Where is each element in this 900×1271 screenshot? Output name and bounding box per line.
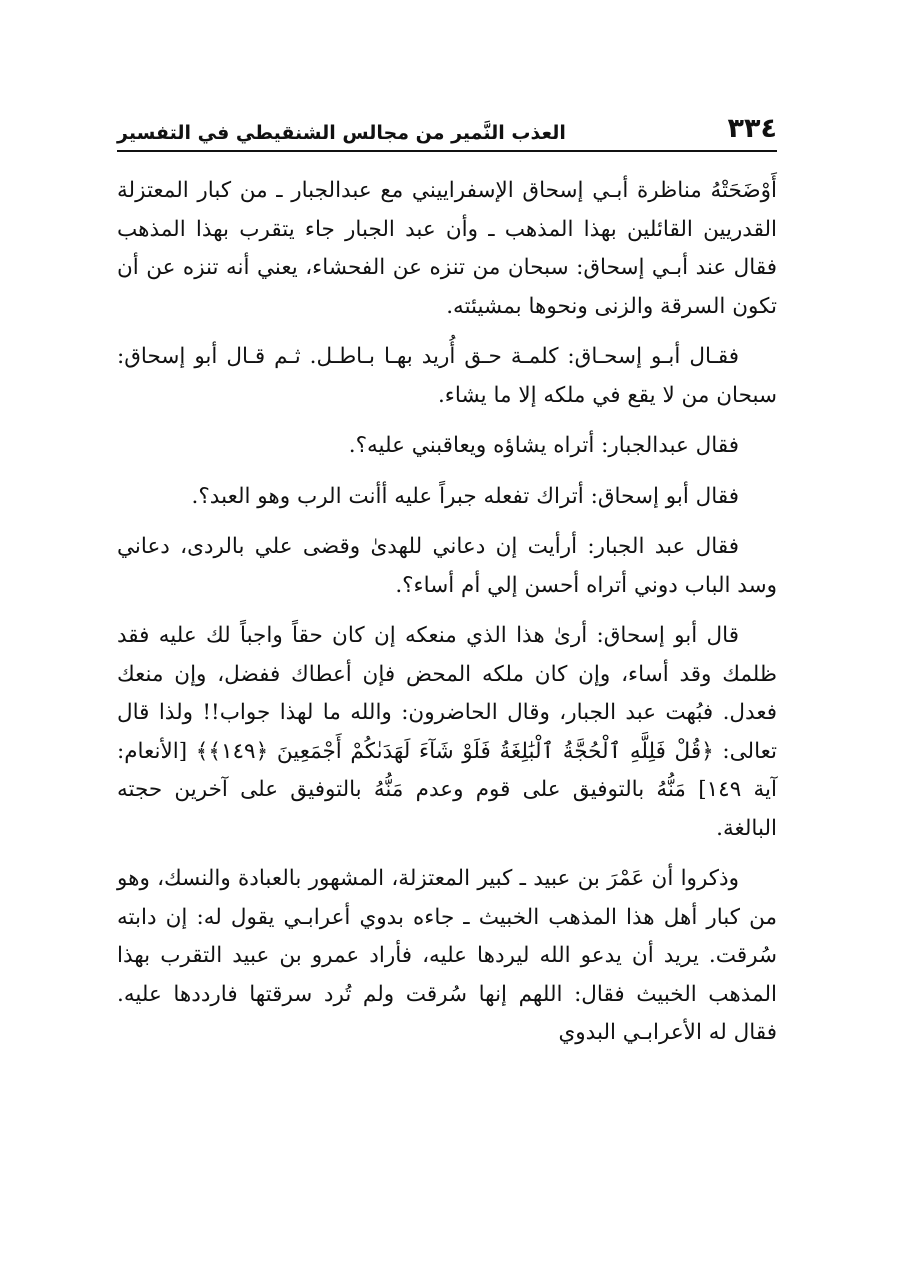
body-text — [117, 172, 777, 1053]
paragraph: فقال عبد الجبار: أرأيت إن دعاني للهدىٰ وقضى علي بالردى، دعاني وسد الباب دوني أتراه أحسن إلي أم أساء؟. — [117, 534, 777, 598]
paragraph: وذكروا أن عَمْرَ بن عبيد ـ كبير المعتزلة، المشهور بالعبادة والنسك، وهو من كبار أهل هذا المذهب الخبيث ـ جاءه بدوي أعرابـي يقول له: إن دابته سُرقت. يريد أن يدعو الله ليردها عليه، فأراد عمرو بن عبيد التقرب بهذا المذهب الخبيث فقال: اللهم إنها سُرقت ولم تُرد سرقتها فارددها عليه. فقال له الأعرابـي البدوي — [117, 866, 777, 1045]
page-header — [117, 104, 777, 152]
paragraph: فقـال أبـو إسحـاق: كلمـة حـق أُريد بهـا بـاطـل. ثـم قـال أبو إسحاق: سبحان من لا يقع في ملكه إلا ما يشاء. — [117, 344, 777, 408]
book-page — [117, 104, 777, 1065]
running-title: العذب النَّمير من مجالس الشنقيطي في التفسير — [117, 122, 566, 144]
page-number: ٣٣٤ — [727, 113, 777, 144]
paragraph: قال أبو إسحاق: أرىٰ هذا الذي منعكه إن كان حقاً واجباً لك عليه فقد ظلمك وقد أساء، وإن كان ملكه المحض فإن أعطاك ففضل، وإن منعك فعدل. فبُهت عبد الجبار، وقال الحاضرون: والله ما لهذا جواب!! ولذا قال تعالى: ﴿قُلْ فَلِلَّهِ ٱلْحُجَّةُ ٱلْبَٰلِغَةُ فَلَوْ شَآءَ لَهَدَىٰكُمْ أَجْمَعِينَ ﴿١٤٩﴾﴾ [الأنعام: آية ١٤٩] مَنُّهُ بالتوفيق على قوم وعدم مَنُّهُ بالتوفيق على آخرين حجته البالغة. — [117, 623, 777, 841]
paragraph: فقال أبو إسحاق: أتراك تفعله جبراً عليه أأنت الرب وهو العبد؟. — [191, 483, 739, 509]
paragraph-continuation: أَوْضَحَتْهُ مناظرة أبـي إسحاق الإسفراييني مع عبدالجبار ـ من كبار المعتزلة القدريين القائلين بهذا المذهب ـ وأن عبد الجبار جاء يتقرب بهذا المذهب فقال عند أبـي إسحاق: سبحان من تنزه عن الفحشاء، يعني أنه تنزه عن أن تكون السرقة والزنى ونحوها بمشيئته. — [117, 178, 777, 319]
paragraph: فقال عبدالجبار: أتراه يشاؤه ويعاقبني عليه؟. — [348, 433, 739, 458]
